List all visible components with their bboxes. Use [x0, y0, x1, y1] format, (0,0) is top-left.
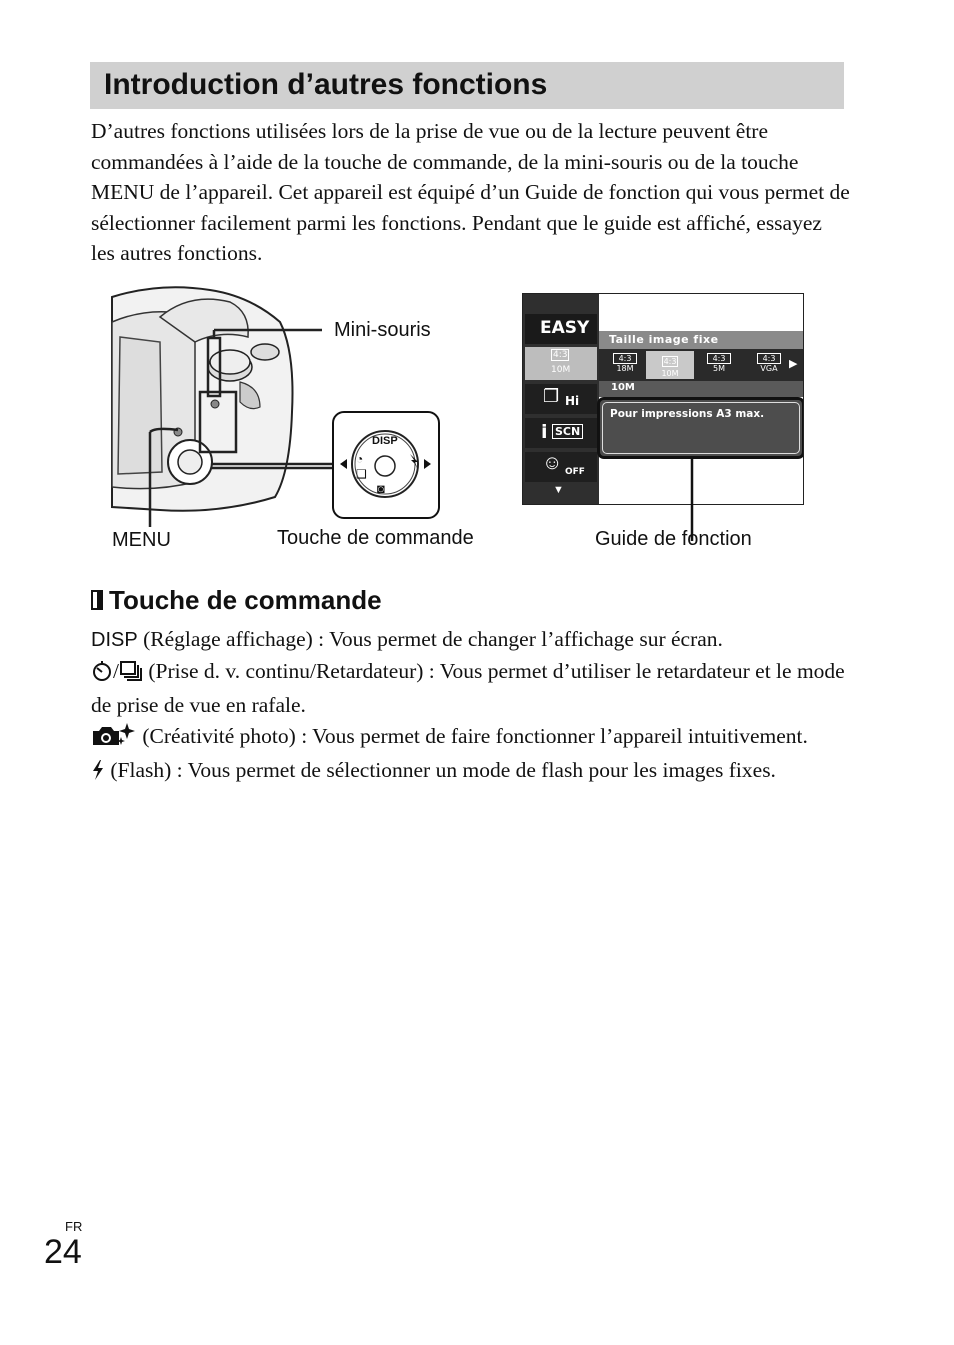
size-option-18m: 4:3 18M — [613, 353, 637, 377]
camera-screen — [522, 293, 804, 505]
section-heading: Touche de commande — [91, 585, 382, 615]
dial-selftimer-icon: ◔ — [356, 452, 364, 466]
label-guide-de-fonction: Guide de fonction — [595, 528, 752, 550]
function-guide-box — [597, 397, 804, 459]
flash-icon — [91, 759, 105, 790]
size-option-10m: 4:3 10M — [646, 351, 694, 379]
control-dial — [332, 411, 440, 519]
page-number: 24 — [44, 1233, 82, 1271]
screen-size-item: 4:3 10M — [525, 347, 597, 380]
item-disp: DISP (Réglage affichage) : Vous permet de changer l’affichage sur écran. — [91, 627, 723, 651]
intelligent-icon: i — [541, 421, 548, 443]
screen-scene-item: i SCN — [525, 418, 597, 448]
selftimer-icon — [91, 660, 113, 691]
burst-icon — [119, 660, 143, 691]
language-code: FR — [65, 1219, 83, 1234]
label-touche-de-commande: Touche de commande — [277, 527, 474, 549]
dial-photo-creativity-icon: ◙ — [377, 481, 385, 496]
title-bar — [90, 62, 844, 109]
item-selftimer-burst: / (Prise d. v. continu/Retardateur) : Vous permet d’utiliser le retardateur et le mode de prise de vue en rafale. — [91, 658, 845, 717]
screen-smile-item: ☺ OFF — [525, 452, 597, 482]
intro-paragraph: D’autres fonctions utilisées lors de la prise de vue ou de la lecture peuvent être commandées à l’aide de la touche de commande, de la mini-souris ou de la touche MENU de l’appareil. Cet appareil est équipé d’un Guide de fonction qui vous permet de sélectionner facilement parmi les fonctions. Pendant que le guide est affiché, essayez les autres fonctions. — [91, 119, 850, 265]
dial-disp-label: DISP — [372, 435, 398, 447]
size-option-vga: 4:3 VGA — [757, 353, 781, 377]
dial-burst-icon: ❑ — [356, 467, 367, 481]
label-menu: MENU — [112, 529, 171, 551]
page-title: Introduction d’autres fonctions — [104, 68, 548, 101]
screen-current-row: 10M — [599, 381, 804, 397]
screen-menu-header: Taille image fixe — [599, 331, 804, 349]
next-arrow-icon: ▶ — [789, 358, 798, 370]
photo-creativity-icon — [91, 721, 137, 756]
size-option-5m: 4:3 5M — [707, 353, 731, 377]
scroll-down-icon: ▼ — [553, 484, 564, 496]
label-mini-souris: Mini-souris — [334, 319, 431, 341]
smile-icon: ☺ — [542, 452, 563, 474]
camera-figure — [100, 282, 820, 572]
screen-burst-item: ❐ Hi — [525, 384, 597, 414]
section-body — [91, 624, 851, 790]
screen-easy-item: EASY — [525, 314, 597, 344]
item-flash: (Flash) : Vous permet de sélectionner un mode de flash pour les images fixes. — [91, 755, 851, 790]
burst-icon: ❐ — [543, 386, 560, 406]
item-photo-creativity: (Créativité photo) : Vous permet de faire fonctionner l’appareil intuitivement. — [91, 721, 851, 756]
function-guide-text: Pour impressions A3 max. — [610, 408, 765, 420]
section-bullet-icon — [91, 590, 103, 610]
